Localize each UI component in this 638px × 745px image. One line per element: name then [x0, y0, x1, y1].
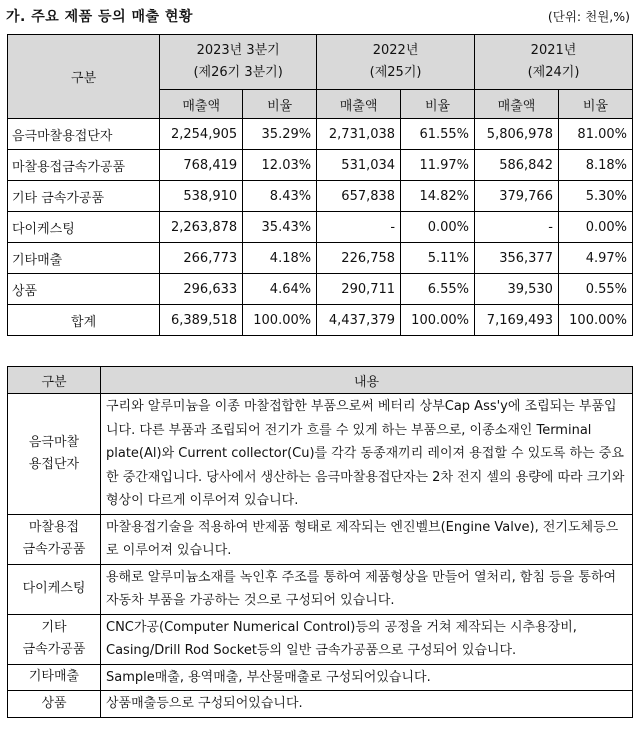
table-row: [8, 274, 633, 305]
cell-ratio: 14.82%: [401, 181, 475, 212]
description-cell: 용해로 알루미늄소재를 녹인후 주조를 통하여 제품형상을 만들어 열처리, 함침 등을 통하여 자동차 부품을 가공하는 것으로 구성되어 있습니다.: [101, 564, 633, 614]
cell-ratio: 5.11%: [401, 243, 475, 274]
cell-sales: -: [475, 212, 559, 243]
category-label: 기타: [41, 620, 67, 635]
period-label: 2021년: [530, 43, 577, 58]
table-row: [8, 394, 633, 515]
table-row: [8, 564, 633, 614]
table-row: [8, 514, 633, 564]
cell-ratio: 8.18%: [558, 150, 632, 181]
header-period-2022: [317, 35, 475, 90]
description-cell: 상품매출등으로 구성되어있습니다.: [101, 691, 633, 718]
header-ratio: 비율: [558, 90, 632, 119]
sales-table: [7, 34, 633, 336]
description-cell: CNC가공(Computer Numerical Control)등의 공정을 거쳐 제작되는 시추용장비, Casing/Drill Rod Socket등의 일반 금속가공품으로 구성되어 있습니다.: [101, 614, 633, 664]
cell-ratio: 0.55%: [558, 274, 632, 305]
cell-sales: 531,034: [317, 150, 401, 181]
period-sub-label: (제26기 3분기): [193, 65, 283, 80]
cell-ratio: 100.00%: [558, 305, 632, 336]
cell-sales: 768,419: [160, 150, 243, 181]
description-cell: 구리와 알루미늄을 이종 마찰접합한 부품으로써 베터리 상부Cap Ass'y에 조립되는 부품입니다. 다른 부품과 조립되어 전기가 흐를 수 있게 하는 부품으로, 이종소재인 Terminal plate(Al)와 Current collector(Cu)를 각각 동종재끼리 레이져 용접할 수 있도록 하는 중요한 중간재입니다. 당사에서 생산하는 음극마찰용접단자는 2차 전지 셀의 용량에 따라 크기와 형상이 다르게 이루어져 있습니다.: [101, 394, 633, 515]
cell-ratio: 35.29%: [243, 119, 317, 150]
cell-sales: 2,254,905: [160, 119, 243, 150]
category-cell: [8, 394, 101, 515]
category-label: 마찰용접: [28, 520, 80, 535]
row-label: 기타 금속가공품: [8, 181, 160, 212]
cell-sales: 226,758: [317, 243, 401, 274]
cell-ratio: 35.43%: [243, 212, 317, 243]
header-sales: 매출액: [160, 90, 243, 119]
cell-ratio: 100.00%: [401, 305, 475, 336]
row-label: 다이케스팅: [8, 212, 160, 243]
cell-sales: 2,263,878: [160, 212, 243, 243]
cell-sales: 379,766: [475, 181, 559, 212]
cell-ratio: 0.00%: [558, 212, 632, 243]
cell-ratio: 6.55%: [401, 274, 475, 305]
category-cell: [8, 691, 101, 718]
description-cell: 마찰용접기술을 적용하여 반제품 형태로 제작되는 엔진벨브(Engine Valve), 전기도체등으로 이루어져 있습니다.: [101, 514, 633, 564]
header-sales: 매출액: [317, 90, 401, 119]
cell-ratio: 0.00%: [401, 212, 475, 243]
table-row: [8, 119, 633, 150]
cell-ratio: 12.03%: [243, 150, 317, 181]
header-category: 구분: [8, 35, 160, 119]
cell-sales: -: [317, 212, 401, 243]
cell-ratio: 4.18%: [243, 243, 317, 274]
row-label: 음극마찰용접단자: [8, 119, 160, 150]
header-content: 내용: [101, 367, 633, 394]
header-ratio: 비율: [401, 90, 475, 119]
cell-sales: 266,773: [160, 243, 243, 274]
period-label: 2023년 3분기: [196, 43, 280, 58]
cell-sales: 538,910: [160, 181, 243, 212]
total-row: [8, 305, 633, 336]
category-label: 금속가공품: [22, 542, 86, 557]
category-cell: [8, 514, 101, 564]
description-table: [7, 366, 633, 718]
table-row: [8, 664, 633, 691]
period-sub-label: (제24기): [527, 65, 580, 80]
table-row: [8, 243, 633, 274]
cell-sales: 356,377: [475, 243, 559, 274]
cell-ratio: 61.55%: [401, 119, 475, 150]
table-row: [8, 691, 633, 718]
table-row: [8, 212, 633, 243]
cell-ratio: 8.43%: [243, 181, 317, 212]
table-row: [8, 181, 633, 212]
cell-sales: 4,437,379: [317, 305, 401, 336]
cell-sales: 7,169,493: [475, 305, 559, 336]
category-label: 용접단자: [28, 456, 80, 472]
period-sub-label: (제25기): [369, 65, 422, 80]
header-ratio: 비율: [243, 90, 317, 119]
category-label: 음극마찰: [28, 434, 80, 450]
header-sales: 매출액: [475, 90, 559, 119]
category-label: 금속가공품: [22, 642, 86, 657]
cell-ratio: 11.97%: [401, 150, 475, 181]
cell-ratio: 4.64%: [243, 274, 317, 305]
header-period-2023q3: [160, 35, 317, 90]
unit-label: (단위: 천원,%): [547, 9, 630, 24]
cell-ratio: 4.97%: [558, 243, 632, 274]
table-row: [8, 614, 633, 664]
category-cell: [8, 664, 101, 691]
header-category: 구분: [8, 367, 101, 394]
section-title: 가. 주요 제품 등의 매출 현황: [6, 9, 193, 25]
table-row: [8, 150, 633, 181]
category-cell: [8, 614, 101, 664]
total-label: 합계: [8, 305, 160, 336]
cell-sales: 296,633: [160, 274, 243, 305]
cell-ratio: 81.00%: [558, 119, 632, 150]
cell-sales: 39,530: [475, 274, 559, 305]
period-label: 2022년: [372, 43, 419, 58]
category-label: 기타매출: [28, 669, 80, 685]
description-cell: Sample매출, 용역매출, 부산물매출로 구성되어있습니다.: [101, 664, 633, 691]
cell-sales: 290,711: [317, 274, 401, 305]
category-cell: [8, 564, 101, 614]
cell-ratio: 100.00%: [243, 305, 317, 336]
cell-sales: 5,806,978: [475, 119, 559, 150]
row-label: 기타매출: [8, 243, 160, 274]
category-label: 상품: [41, 695, 67, 711]
cell-sales: 2,731,038: [317, 119, 401, 150]
cell-sales: 586,842: [475, 150, 559, 181]
header-period-2021: [475, 35, 633, 90]
row-label: 마찰용접금속가공품: [8, 150, 160, 181]
cell-sales: 657,838: [317, 181, 401, 212]
cell-ratio: 5.30%: [558, 181, 632, 212]
category-label: 다이케스팅: [22, 581, 86, 596]
row-label: 상품: [8, 274, 160, 305]
cell-sales: 6,389,518: [160, 305, 243, 336]
